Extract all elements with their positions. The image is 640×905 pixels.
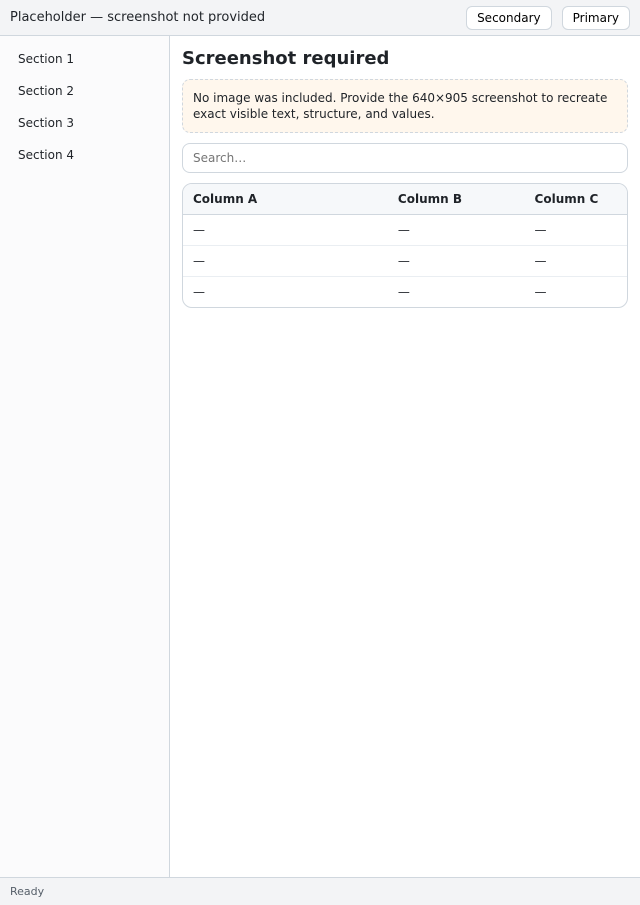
title-bar xyxy=(0,0,640,36)
table-header-cell: Column C xyxy=(534,192,599,207)
status-bar xyxy=(0,877,640,905)
table-cell: — xyxy=(193,223,205,238)
status-text: Ready xyxy=(10,885,45,898)
table-cell: — xyxy=(534,254,547,269)
table-cell: — xyxy=(397,254,410,269)
sidebar xyxy=(0,36,170,877)
table-header xyxy=(183,184,627,215)
table-cell: — xyxy=(397,285,410,300)
app-body xyxy=(0,36,640,877)
table-cell: — xyxy=(193,285,205,300)
missing-screenshot-notice: No image was included. Provide the 640×905 screenshot to recreate exact visible text, structure, and values. xyxy=(182,79,628,133)
search-input[interactable] xyxy=(182,143,628,173)
sidebar-item[interactable]: Section 1 xyxy=(18,52,75,66)
table-cell: — xyxy=(534,285,547,300)
table-cell: — xyxy=(534,223,547,238)
table-row[interactable] xyxy=(183,246,627,277)
table-cell: — xyxy=(193,254,205,269)
window-title: Placeholder — screenshot not provided xyxy=(10,10,266,25)
page-title: Screenshot required xyxy=(182,48,390,69)
table-header-cell: Column B xyxy=(397,192,462,207)
primary-button[interactable]: Primary xyxy=(562,6,630,30)
table-row[interactable] xyxy=(183,277,627,307)
table-row[interactable] xyxy=(183,215,627,246)
main-panel xyxy=(170,36,640,877)
sidebar-item[interactable]: Section 4 xyxy=(18,148,75,162)
table-cell: — xyxy=(397,223,410,238)
data-table xyxy=(182,183,628,308)
secondary-button[interactable]: Secondary xyxy=(466,6,552,30)
sidebar-item[interactable]: Section 3 xyxy=(18,116,75,130)
sidebar-item[interactable]: Section 2 xyxy=(18,84,75,98)
search-row xyxy=(182,143,628,173)
table-header-cell: Column A xyxy=(193,192,258,207)
